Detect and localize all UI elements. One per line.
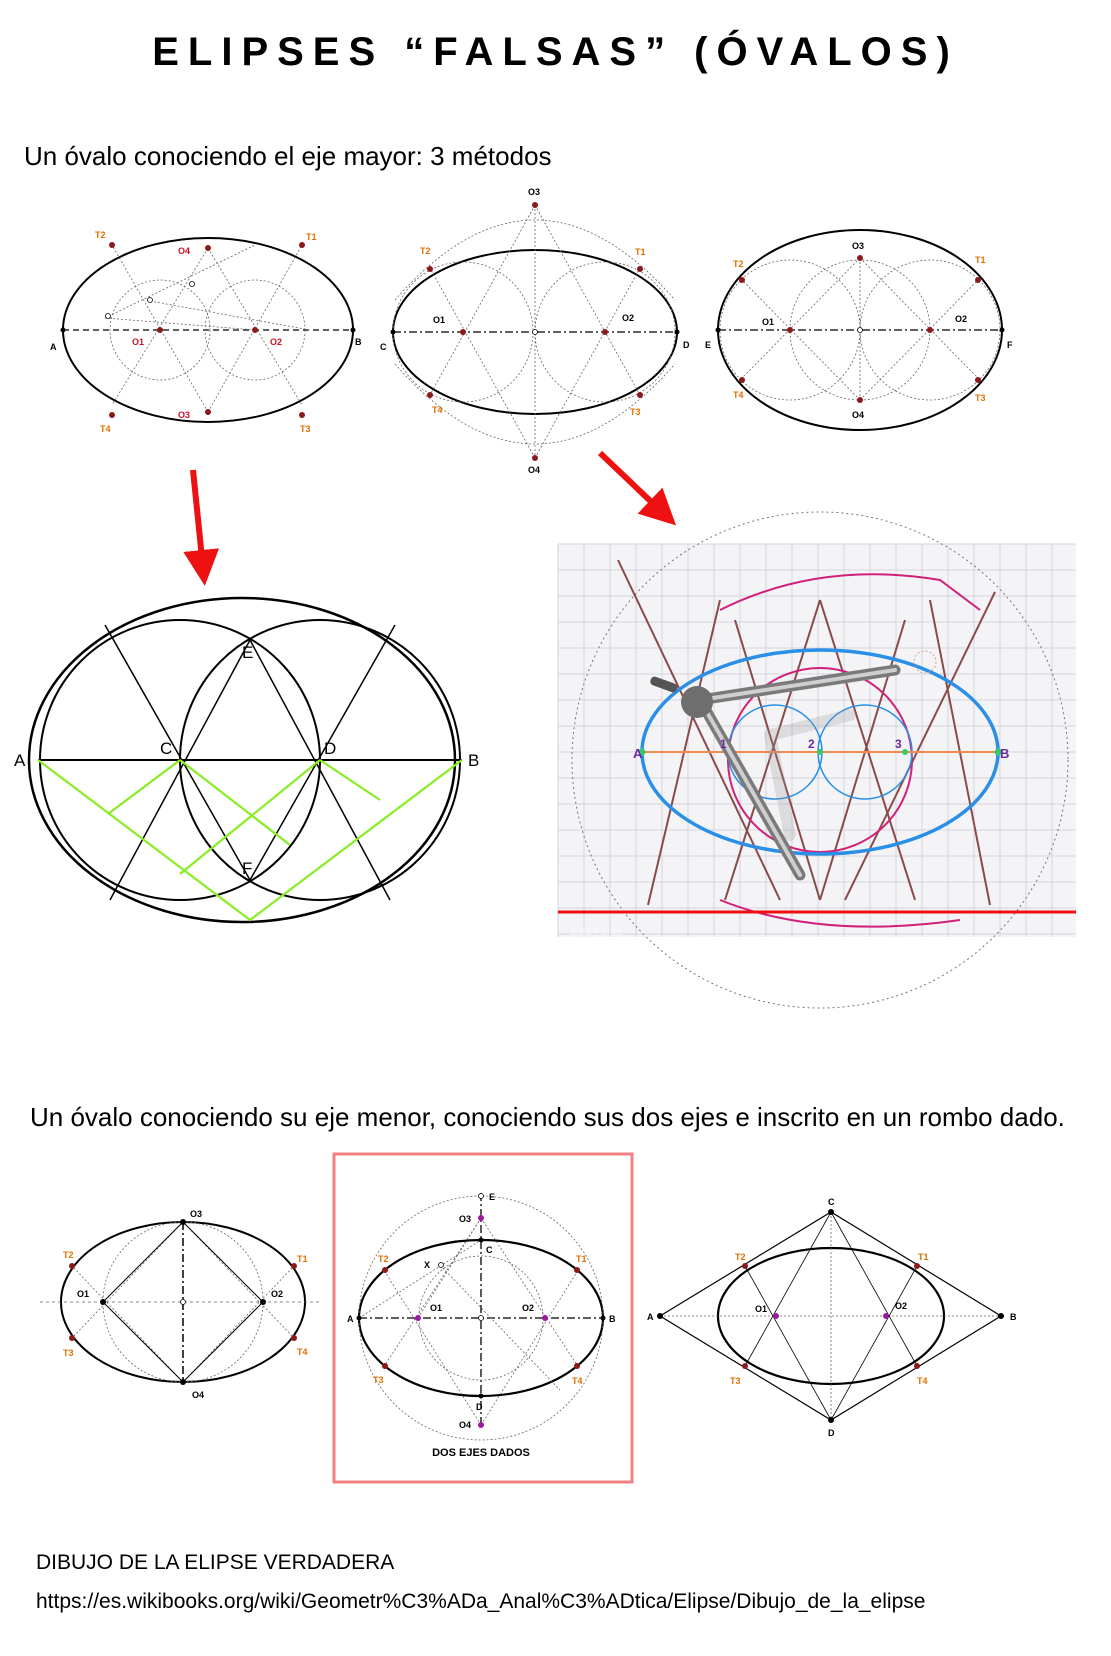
m2-label-t4: T4 — [432, 405, 443, 415]
rh-label-t4: T4 — [917, 1376, 928, 1386]
arrow-down-icon — [193, 470, 203, 568]
ta-label-t3: T3 — [373, 1375, 384, 1385]
ta-label-a: A — [347, 1314, 354, 1324]
m2-label-o2: O2 — [622, 313, 635, 323]
mn-label-t3: T3 — [63, 1348, 74, 1358]
section2-heading: Un óvalo conociendo su eje menor, conociendo sus dos ejes e inscrito en un rombo dado. — [30, 1102, 1065, 1132]
rh-label-t3: T3 — [730, 1376, 741, 1386]
rh-label-o2: O2 — [895, 1301, 908, 1311]
ta-label-o4: O4 — [459, 1420, 472, 1430]
m3-label-t3: T3 — [975, 393, 986, 403]
rh-label-t1: T1 — [918, 1252, 929, 1262]
mn-label-o4: O4 — [192, 1390, 205, 1400]
rh-label-c: C — [828, 1197, 835, 1207]
dl-label-d: D — [324, 739, 337, 758]
rh-label-t2: T2 — [735, 1252, 746, 1262]
dr-label-2: 2 — [808, 737, 815, 751]
page-title: ELIPSES “FALSAS” (ÓVALOS) — [152, 30, 959, 74]
m1-label-a: A — [50, 342, 57, 352]
m1-label-b: B — [355, 337, 362, 347]
footer-heading: DIBUJO DE LA ELIPSE VERDADERA — [36, 1551, 395, 1574]
dr-label-a: A — [633, 746, 643, 761]
method3-oval — [705, 230, 1013, 430]
arrow-diagonal-icon — [600, 453, 663, 513]
m3-label-o4: O4 — [852, 410, 865, 420]
ta-label-c: C — [486, 1245, 493, 1255]
dl-label-a: A — [14, 751, 26, 770]
mn-label-t2: T2 — [63, 1250, 74, 1260]
m1-label-o4: O4 — [178, 246, 191, 256]
m3-label-o2: O2 — [955, 314, 968, 324]
ta-label-o1: O1 — [430, 1303, 443, 1313]
dl-label-c: C — [160, 739, 173, 758]
minor-axis-oval — [40, 1209, 322, 1400]
dl-label-f: F — [242, 859, 253, 878]
rh-label-a: A — [647, 1312, 654, 1322]
ta-label-t4: T4 — [572, 1376, 583, 1386]
m1-label-o1: O1 — [132, 337, 145, 347]
dr-label-1: 1 — [720, 737, 727, 751]
m3-label-e: E — [705, 340, 712, 350]
mn-label-o1: O1 — [77, 1289, 90, 1299]
dr-label-3: 3 — [895, 737, 902, 751]
two-axes-oval — [347, 1192, 616, 1459]
mn-label-t1: T1 — [297, 1254, 308, 1264]
dl-label-e: E — [242, 643, 254, 662]
mn-label-o3: O3 — [190, 1209, 203, 1219]
m2-label-t2: T2 — [420, 246, 431, 256]
ta-label-t1: T1 — [576, 1254, 587, 1264]
video-time: 2:31 / 2:45 — [570, 926, 622, 938]
m2-label-d: D — [683, 340, 690, 350]
m3-label-t4: T4 — [733, 390, 744, 400]
ta-label-d: D — [476, 1402, 483, 1412]
m2-label-o3: O3 — [528, 187, 541, 197]
ta-label-x: X — [424, 1260, 431, 1270]
detail-left-diagram — [14, 598, 479, 922]
m3-label-t2: T2 — [733, 259, 744, 269]
m3-label-o3: O3 — [852, 241, 865, 251]
dl-label-b: B — [468, 751, 480, 770]
ta-label-b: B — [609, 1314, 616, 1324]
m2-label-c: C — [380, 342, 387, 352]
two-axes-caption: DOS EJES DADOS — [432, 1447, 530, 1459]
m1-label-o2: O2 — [270, 337, 283, 347]
mn-label-o2: O2 — [271, 1289, 284, 1299]
rhombus-oval — [647, 1197, 1017, 1438]
m2-label-o4: O4 — [528, 465, 541, 475]
rh-label-o1: O1 — [755, 1304, 768, 1314]
detail-right-video — [558, 512, 1076, 1008]
section1-heading: Un óvalo conociendo el eje mayor: 3 métodos — [24, 141, 552, 171]
m3-label-f: F — [1007, 340, 1013, 350]
method1-oval — [50, 230, 362, 434]
m3-label-t1: T1 — [975, 255, 986, 265]
footer-link[interactable]: https://es.wikibooks.org/wiki/Geometr%C3%ADa_Anal%C3%ADtica/Elipse/Dibujo_de_la_elipse — [36, 1590, 926, 1613]
dr-label-b: B — [1000, 746, 1010, 761]
m2-label-o1: O1 — [433, 315, 446, 325]
ta-label-o2: O2 — [522, 1303, 535, 1313]
ta-label-t2: T2 — [378, 1254, 389, 1264]
m2-label-t1: T1 — [635, 247, 646, 257]
mn-label-t4: T4 — [297, 1347, 308, 1357]
method2-oval — [380, 187, 690, 475]
m1-label-o3: O3 — [178, 410, 191, 420]
m1-label-t3: T3 — [300, 424, 311, 434]
rh-label-b: B — [1010, 1312, 1017, 1322]
m2-label-t3: T3 — [630, 407, 641, 417]
rh-label-d: D — [828, 1428, 835, 1438]
m1-label-t4: T4 — [100, 424, 111, 434]
m1-label-t1: T1 — [306, 232, 317, 242]
ta-label-o3: O3 — [459, 1214, 472, 1224]
m1-label-t2: T2 — [95, 230, 106, 240]
m3-label-o1: O1 — [762, 317, 775, 327]
ta-label-e: E — [489, 1192, 496, 1202]
